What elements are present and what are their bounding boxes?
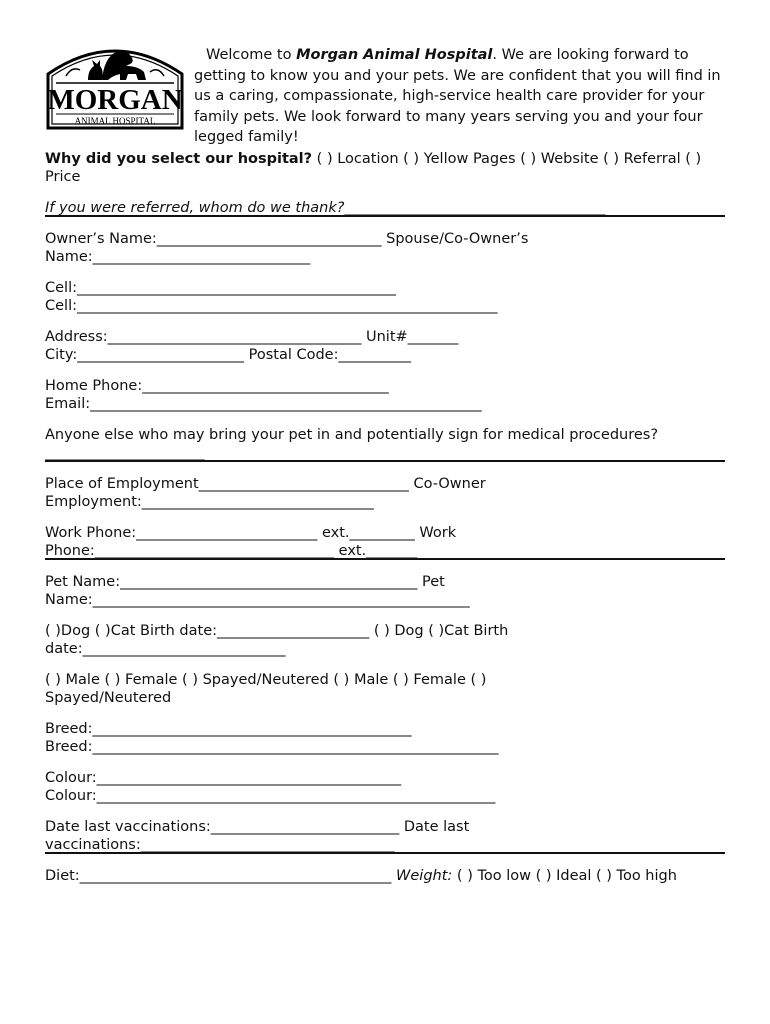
- co-owner-name-field[interactable]: Name:______________________________: [45, 249, 311, 265]
- hospital-logo: [42, 36, 188, 132]
- weight-options[interactable]: ( ) Too low ( ) Ideal ( ) Too high: [452, 868, 677, 884]
- registration-form: [45, 150, 725, 885]
- sex-spay-field[interactable]: ( ) Male ( ) Female ( ) Spayed/Neutered ( ) Male ( ) Female ( ): [45, 672, 487, 688]
- welcome-prefix: Welcome to: [206, 47, 297, 63]
- second-spay-field[interactable]: Spayed/Neutered: [45, 690, 172, 706]
- colour-field[interactable]: Colour:__________________________________________: [45, 770, 402, 786]
- owner-cell-field[interactable]: Cell:____________________________________________: [45, 280, 396, 296]
- welcome-body: . We are looking forward to getting to know you and your pets. We are confident that you will find in us a caring, compassionate, high-service health care provider for your family pets. We look forward to many years serving you and your four legged family!: [194, 47, 721, 145]
- diet-weight-field[interactable]: [45, 867, 725, 885]
- second-breed-field[interactable]: Breed:________________________________________________________: [45, 739, 499, 755]
- welcome-text: [194, 45, 734, 145]
- co-owner-employment-field[interactable]: Employment:________________________________: [45, 494, 374, 510]
- referred-field[interactable]: If you were referred, whom do we thank?____________________________________: [45, 200, 606, 216]
- why-options[interactable]: ( ) Location ( ) Yellow Pages ( ) Website ( ) Referral ( ) Price: [45, 151, 702, 185]
- co-owner-cell-field[interactable]: Cell:__________________________________________________________: [45, 298, 498, 314]
- hospital-name: Morgan Animal Hospital: [296, 47, 493, 63]
- home-phone-field[interactable]: Home Phone:__________________________________: [45, 378, 389, 394]
- logo-name: MORGAN: [47, 84, 183, 116]
- pet-name-field[interactable]: Pet Name:_________________________________________ Pet: [45, 574, 445, 590]
- vaccination-field[interactable]: Date last vaccinations:__________________________ Date last: [45, 819, 470, 835]
- logo-graphic: [42, 36, 188, 132]
- owner-name-field[interactable]: Owner’s Name:_______________________________ Spouse/Co-Owner’s: [45, 231, 529, 247]
- co-owner-work-phone-field[interactable]: Phone:_________________________________ ext._______: [45, 543, 417, 559]
- email-field[interactable]: Email:______________________________________________________: [45, 396, 482, 412]
- why-label: Why did you select our hospital?: [45, 151, 313, 167]
- logo-subtitle: ANIMAL HOSPITAL: [74, 116, 156, 126]
- city-postal-field[interactable]: City:_______________________ Postal Code:__________: [45, 347, 411, 363]
- second-colour-field[interactable]: Colour:_______________________________________________________: [45, 788, 496, 804]
- hospital-selection-question: [45, 150, 725, 186]
- second-vaccination-field[interactable]: vaccinations:___________________________________: [45, 837, 395, 853]
- weight-label: Weight:: [396, 868, 453, 884]
- employment-field[interactable]: Place of Employment_____________________________ Co-Owner: [45, 476, 486, 492]
- address-field[interactable]: Address:___________________________________ Unit#_______: [45, 329, 459, 345]
- second-pet-name-field[interactable]: Name:____________________________________________________: [45, 592, 470, 608]
- work-phone-field[interactable]: Work Phone:_________________________ ext._________ Work: [45, 525, 457, 541]
- second-birthdate-field[interactable]: date:____________________________: [45, 641, 286, 657]
- diet-field[interactable]: Diet:___________________________________________: [45, 868, 397, 884]
- species-birthdate-field[interactable]: ( )Dog ( )Cat Birth date:_____________________ ( ) Dog ( )Cat Birth: [45, 623, 509, 639]
- breed-field[interactable]: Breed:____________________________________________: [45, 721, 412, 737]
- authorized-person-field[interactable]: Anyone else who may bring your pet in and potentially sign for medical procedures? ______________________: [45, 427, 659, 461]
